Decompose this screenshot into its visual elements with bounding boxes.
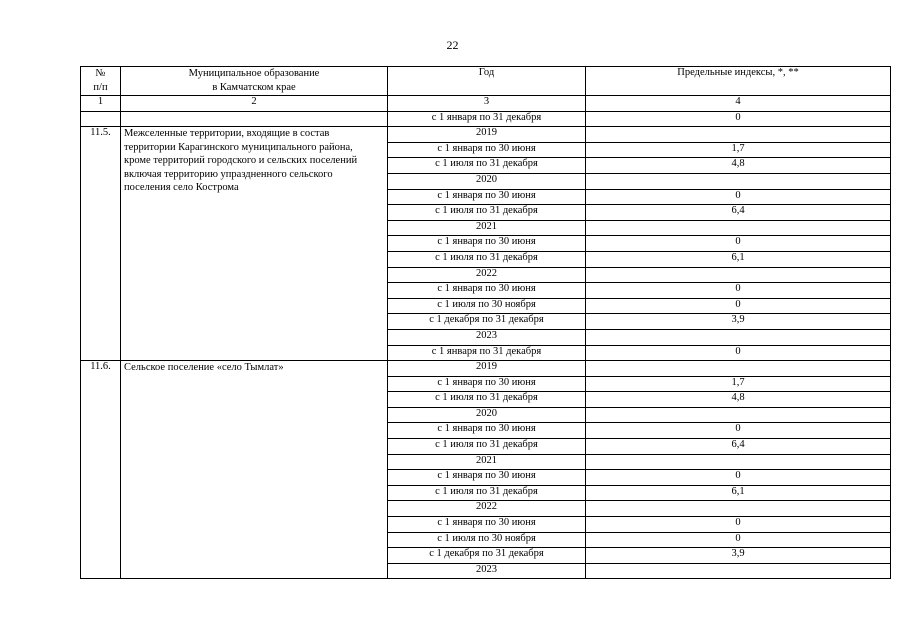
year-cell: 2022 bbox=[388, 501, 586, 517]
index-value-cell: 6,1 bbox=[586, 485, 891, 501]
index-value-cell: 0 bbox=[586, 517, 891, 533]
year-cell: 2019 bbox=[388, 127, 586, 143]
index-value-cell: 4,8 bbox=[586, 158, 891, 174]
index-value-cell: 0 bbox=[586, 283, 891, 299]
empty-cell bbox=[81, 111, 121, 127]
municipality-name: Сельское поселение «село Тымлат» bbox=[121, 361, 388, 579]
year-cell: 2020 bbox=[388, 407, 586, 423]
carry-over-row bbox=[81, 111, 891, 127]
index-value-cell: 6,4 bbox=[586, 205, 891, 221]
period-cell: с 1 января по 30 июня bbox=[388, 189, 586, 205]
period-cell: с 1 января по 30 июня bbox=[388, 142, 586, 158]
index-value-cell: 0 bbox=[586, 236, 891, 252]
index-value-cell: 0 bbox=[586, 470, 891, 486]
period-cell: с 1 января по 30 июня bbox=[388, 283, 586, 299]
period-cell: с 1 января по 30 июня bbox=[388, 470, 586, 486]
period-cell: с 1 января по 30 июня bbox=[388, 423, 586, 439]
index-value-cell: 1,7 bbox=[586, 142, 891, 158]
column-number-2: 2 bbox=[121, 96, 388, 112]
year-cell: 2022 bbox=[388, 267, 586, 283]
header-row bbox=[81, 67, 891, 96]
header-municipality: Муниципальное образование в Камчатском крае bbox=[121, 67, 388, 96]
tariff-index-table bbox=[80, 66, 891, 579]
index-value-cell bbox=[586, 563, 891, 579]
section-number: 11.6. bbox=[81, 361, 121, 579]
year-cell: 2023 bbox=[388, 563, 586, 579]
year-cell: 2021 bbox=[388, 220, 586, 236]
year-cell: 2020 bbox=[388, 173, 586, 189]
period-cell: с 1 июля по 31 декабря bbox=[388, 485, 586, 501]
index-value-cell bbox=[586, 361, 891, 377]
period-cell: с 1 декабря по 31 декабря bbox=[388, 548, 586, 564]
index-value-cell: 3,9 bbox=[586, 548, 891, 564]
index-value-cell bbox=[586, 407, 891, 423]
period-cell: с 1 января по 30 июня bbox=[388, 236, 586, 252]
year-cell: 2023 bbox=[388, 329, 586, 345]
index-value-cell: 0 bbox=[586, 298, 891, 314]
index-value-cell bbox=[586, 220, 891, 236]
column-number-3: 3 bbox=[388, 96, 586, 112]
year-cell: 2019 bbox=[388, 361, 586, 377]
year-cell: 2021 bbox=[388, 454, 586, 470]
period-cell: с 1 декабря по 31 декабря bbox=[388, 314, 586, 330]
index-value-cell: 4,8 bbox=[586, 392, 891, 408]
section-number: 11.5. bbox=[81, 127, 121, 361]
period-cell: с 1 января по 30 июня bbox=[388, 517, 586, 533]
page-number: 22 bbox=[446, 38, 459, 52]
period-cell: с 1 января по 31 декабря bbox=[388, 345, 586, 361]
column-number-row bbox=[81, 96, 891, 112]
municipality-name: Межселенные территории, входящие в состав территории Карагинского муниципального района, кроме территорий городского и сельских поселений включая территорию упраздненного сельского поселения село Кострома bbox=[121, 127, 388, 361]
header-num: № п/п bbox=[81, 67, 121, 96]
column-number-1: 1 bbox=[81, 96, 121, 112]
period-cell: с 1 июля по 31 декабря bbox=[388, 439, 586, 455]
table-row bbox=[81, 361, 891, 377]
index-value-cell bbox=[586, 127, 891, 143]
period-cell: с 1 июля по 31 декабря bbox=[388, 205, 586, 221]
index-value-cell: 0 bbox=[586, 345, 891, 361]
period-cell: с 1 июля по 30 ноября bbox=[388, 298, 586, 314]
period-cell: с 1 июля по 30 ноября bbox=[388, 532, 586, 548]
period-cell: с 1 июля по 31 декабря bbox=[388, 158, 586, 174]
header-indices: Предельные индексы, *, ** bbox=[586, 67, 891, 96]
period-cell: с 1 июля по 31 декабря bbox=[388, 251, 586, 267]
index-value-cell: 3,9 bbox=[586, 314, 891, 330]
index-value-cell bbox=[586, 173, 891, 189]
index-value-cell: 1,7 bbox=[586, 376, 891, 392]
index-value-cell: 0 bbox=[586, 423, 891, 439]
index-value-cell bbox=[586, 329, 891, 345]
index-value-cell: 6,1 bbox=[586, 251, 891, 267]
period-cell: с 1 июля по 31 декабря bbox=[388, 392, 586, 408]
index-value-cell bbox=[586, 267, 891, 283]
header-year: Год bbox=[388, 67, 586, 96]
index-value-cell: 0 bbox=[586, 111, 891, 127]
index-value-cell bbox=[586, 501, 891, 517]
index-value-cell: 0 bbox=[586, 532, 891, 548]
period-cell: с 1 января по 31 декабря bbox=[388, 111, 586, 127]
empty-cell bbox=[121, 111, 388, 127]
table-row bbox=[81, 127, 891, 143]
period-cell: с 1 января по 30 июня bbox=[388, 376, 586, 392]
index-value-cell bbox=[586, 454, 891, 470]
column-number-4: 4 bbox=[586, 96, 891, 112]
index-value-cell: 0 bbox=[586, 189, 891, 205]
index-value-cell: 6,4 bbox=[586, 439, 891, 455]
